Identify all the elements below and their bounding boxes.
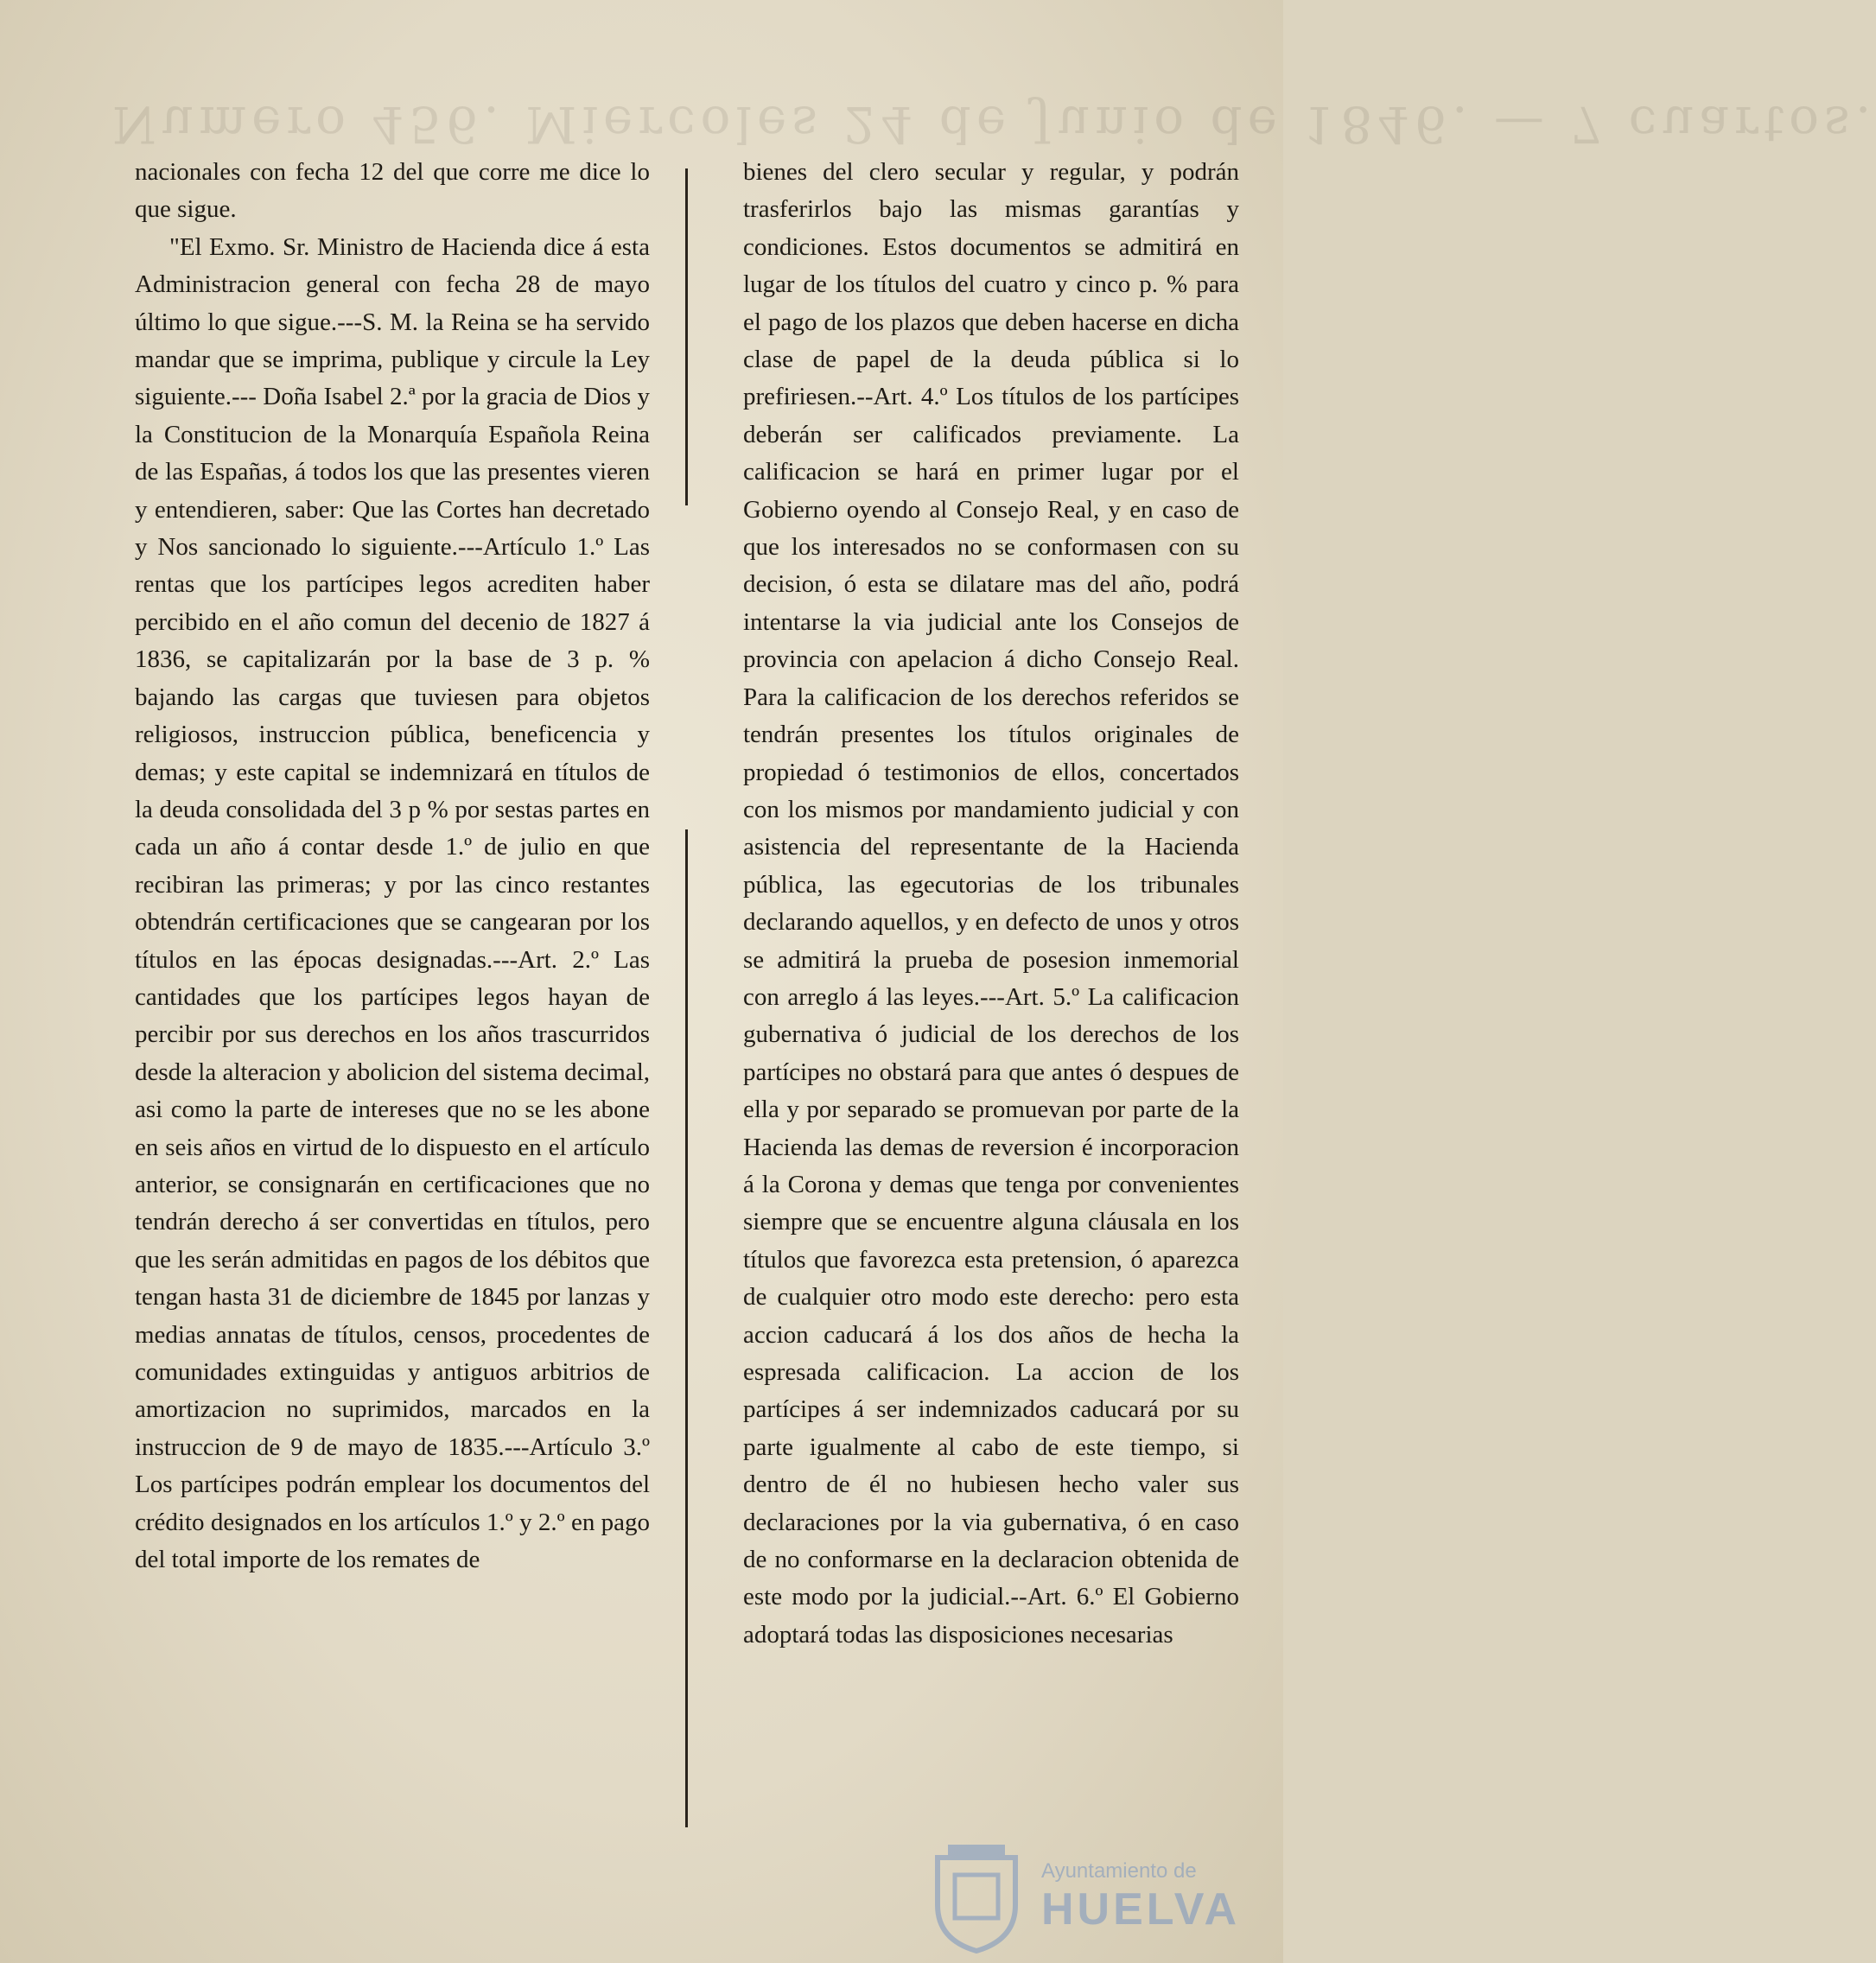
left-text-column (135, 154, 650, 1579)
left-paragraph-1: nacionales con fecha 12 del que corre me dice lo que sigue. (135, 158, 650, 224)
left-paragraph-2: "El Exmo. Sr. Ministro de Hacienda dice á esta Administracion general con fecha 28 de mayo último lo que sigue.---S. M. la Reina se ha servido mandar que se imprima, publique y circule la Ley siguiente.--- Doña Isabel 2.ª por la gracia de Dios y la Constitucion de la Monarquía Española Reina de las Españas, á todos los que las presentes vieren y entendieren, saber: Que las Cortes han decretado y Nos sancionado lo siguiente.---Artículo 1.º Las rentas que los partícipes legos acrediten haber percibido en el año comun del decenio de 1827 á 1836, se capitalizarán por la base de 3 p. % bajando las cargas que tuviesen para objetos religiosos, instruccion pública, beneficencia y demas; y este capital se indemnizará en títulos de la deuda consolidada del 3 p % por sestas partes en cada un año á contar desde 1.º de julio en que recibiran las primeras; y por las cinco restantes obtendrán certificaciones que se cangearan por los títulos en las épocas designadas.---Art. 2.º Las cantidades que los partícipes legos hayan de percibir por sus derechos en los años trascurridos desde la alteracion y abolicion del sistema decimal, asi como la parte de intereses que no se les abone en seis años en virtud de lo dispuesto en el artículo anterior, se consignarán en certificaciones que no tendrán derecho á ser convertidas en títulos, pero que les serán admitidas en pagos de los débitos que tengan hasta 31 de diciembre de 1845 por lanzas y medias annatas de títulos, censos, procedentes de comunidades extinguidas y antiguos arbitrios de amortizacion no suprimidos, marcados en la instruccion de 9 de mayo de 1835.---Artículo 3.º Los partícipes podrán emplear los documentos del crédito designados en los artículos 1.º y 2.º en pago del total importe de los remates de (135, 232, 650, 1574)
reverse-page-bleed-through: Numero 456. Miercoles 24 de Junio de 1846. — 7 cuartos. (112, 95, 1876, 154)
column-divider-bottom (685, 829, 688, 1827)
watermark-line1: Ayuntamiento de (1041, 1859, 1197, 1883)
right-text-column (743, 154, 1239, 1654)
right-paragraph-1: bienes del clero secular y regular, y podrán trasferirlos bajo las mismas garantías y condiciones. Estos documentos se admitirá en lugar de los títulos del cuatro y cinco p. % para el pago de los plazos que deben hacerse en dicha clase de papel de la deuda pública si lo prefiriesen.--Art. 4.º Los títulos de los partícipes deberán ser calificados previamente. La calificacion se hará en primer lugar por el Gobierno oyendo al Consejo Real, y en caso de que los interesados no se conformasen con su decision, ó esta se dilatare mas del año, podrá intentarse la via judicial ante los Consejos de provincia con apelacion á dicho Consejo Real. Para la calificacion de los derechos referidos se tendrán presentes los títulos originales de propiedad ó testimonios de ellos, concertados con los mismos por mandamiento judicial y con asistencia del representante de la Hacienda pública, las egecutorias de los tribunales declarando aquellos, y en defecto de unos y otros se admitirá la prueba de posesion inmemorial con arreglo á las leyes.---Art. 5.º La calificacion gubernativa ó judicial de los derechos de los partícipes no obstará para que antes ó despues de ella y por separado se promuevan por parte de la Hacienda las demas de reversion é incorporacion á la Corona y demas que tenga por convenientes siempre que se encuentre alguna cláusala en los títulos que favorezca esta pretension, ó aparezca de cualquier otro modo este derecho: pero esta accion caducará á los dos años de hecha la espresada calificacion. La accion de los partícipes á ser indemnizados caducará por su parte igualmente al cabo de este tiempo, si dentro de él no hubiesen hecho valer sus declaraciones por la via gubernativa, ó en caso de no conformarse en la declaracion obtenida de este modo por la judicial.--Art. 6.º El Gobierno adoptará todas las disposiciones necesarias (743, 158, 1239, 1649)
huelva-watermark (929, 1840, 1257, 1953)
crest-icon (929, 1840, 1024, 1953)
watermark-line2: HUELVA (1041, 1884, 1241, 1934)
column-divider-top (685, 168, 688, 505)
